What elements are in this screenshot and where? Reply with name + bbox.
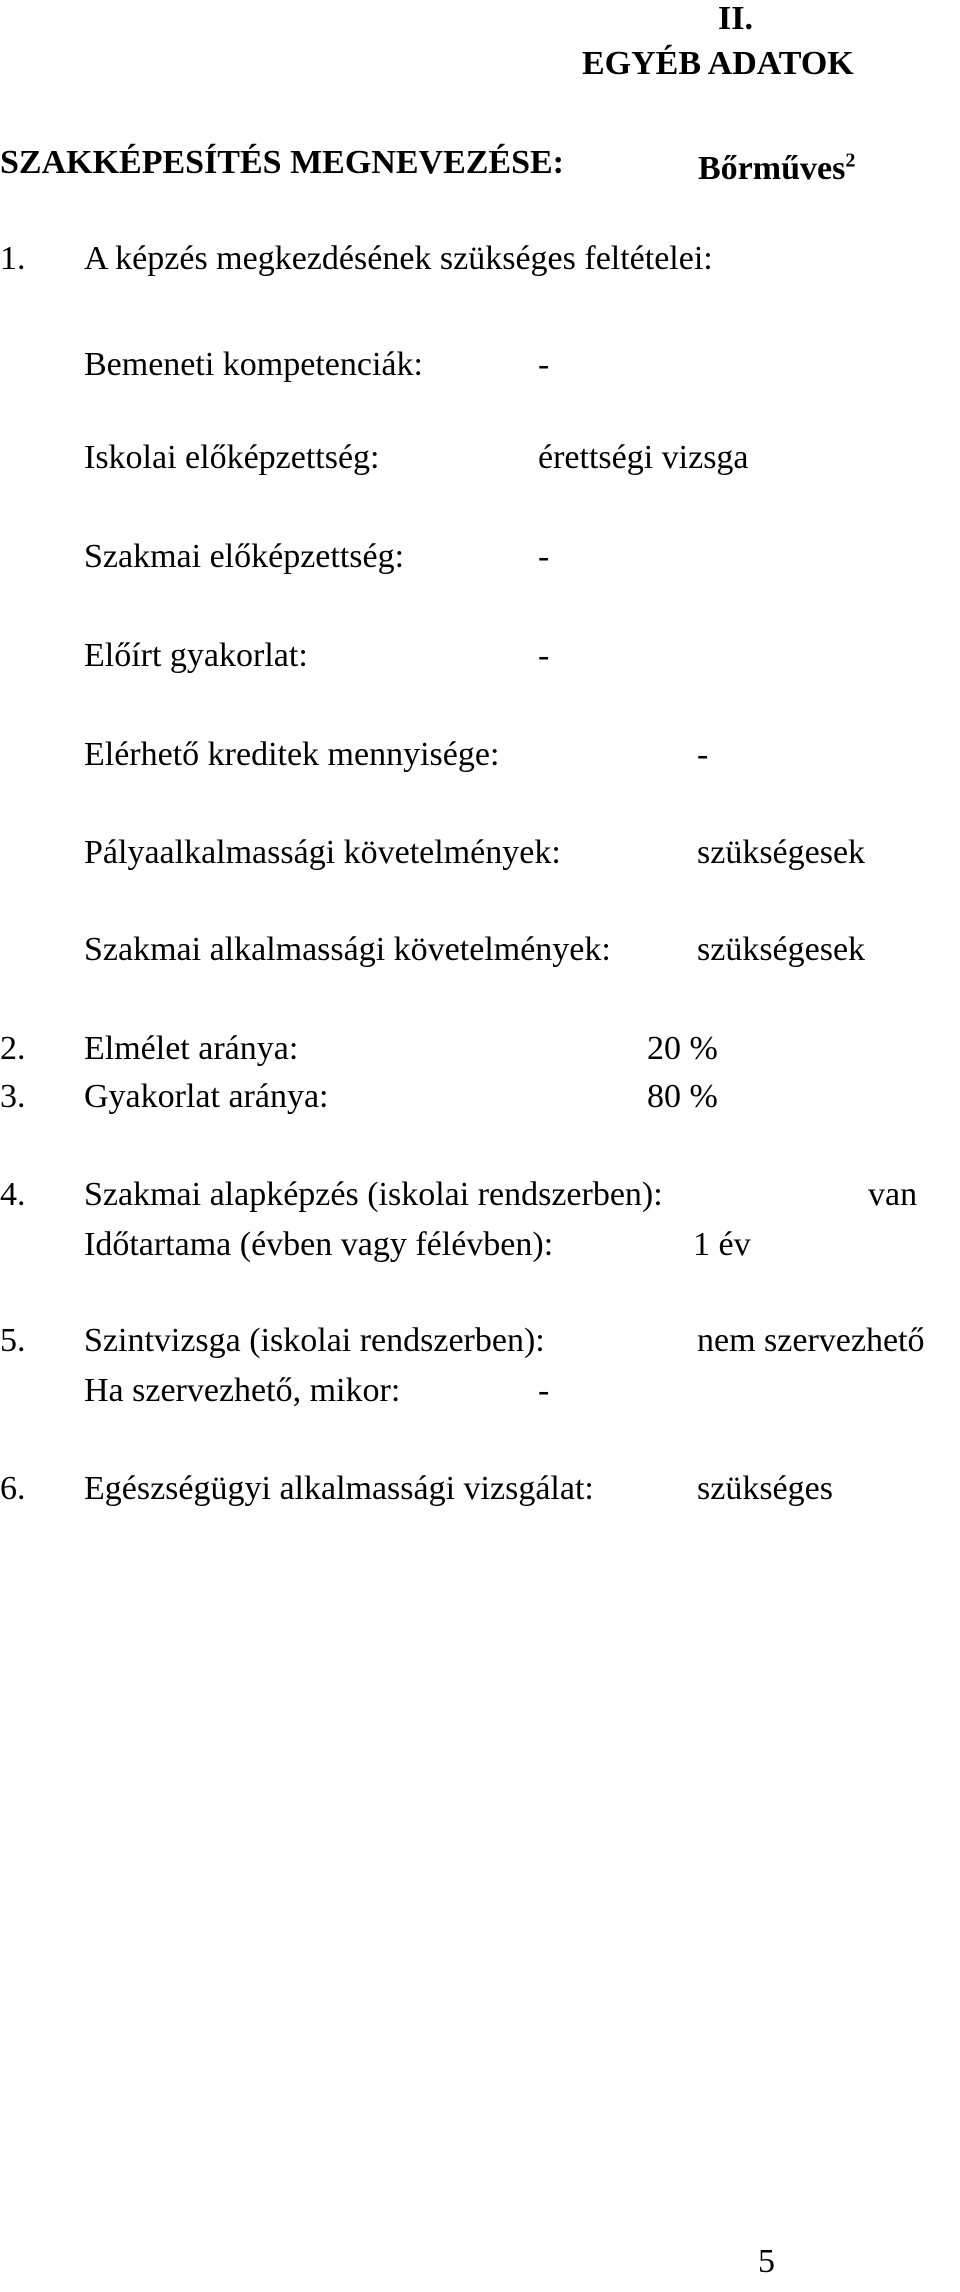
- section4-label: Szakmai alapképzés (iskolai rendszerben):: [84, 1176, 663, 1213]
- section2-label: Elmélet aránya:: [84, 1030, 299, 1067]
- section4-sub-value: 1 év: [693, 1226, 751, 1263]
- item-label: Szakmai alkalmassági követelmények:: [84, 931, 611, 968]
- section5-sub-value: -: [538, 1372, 550, 1409]
- item-label: Előírt gyakorlat:: [84, 637, 308, 674]
- item-label: Bemeneti kompetenciák:: [84, 346, 423, 383]
- qualification-label: SZAKKÉPESÍTÉS MEGNEVEZÉSE:: [0, 144, 565, 181]
- section5-sub-label: Ha szervezhető, mikor:: [84, 1372, 401, 1409]
- footnote-marker: 2: [845, 149, 856, 172]
- item-label: Elérhető kreditek mennyisége:: [84, 736, 500, 773]
- section2-value: 20 %: [647, 1030, 718, 1067]
- section-number: II.: [718, 0, 753, 37]
- item-value: -: [538, 637, 550, 674]
- item-value: érettségi vizsga: [538, 439, 749, 476]
- section6-label: Egészségügyi alkalmassági vizsgálat:: [84, 1470, 594, 1507]
- item-value: szükségesek: [697, 834, 866, 871]
- qualification-value: [698, 149, 856, 187]
- item-value: -: [538, 346, 550, 383]
- item-value: -: [538, 538, 550, 575]
- qualification-name: Bőrműves: [698, 150, 846, 187]
- section4-sub-label: Időtartama (évben vagy félévben):: [84, 1226, 554, 1263]
- item-label: Iskolai előképzettség:: [84, 439, 380, 476]
- section3-value: 80 %: [647, 1078, 718, 1115]
- item-value: szükségesek: [697, 931, 866, 968]
- page-number: 5: [758, 2243, 775, 2280]
- section4-number: 4.: [0, 1176, 26, 1213]
- section1-number: 1.: [0, 240, 26, 277]
- item-label: Szakmai előképzettség:: [84, 538, 405, 575]
- item-label: Pályaalkalmassági követelmények:: [84, 834, 561, 871]
- section-title: EGYÉB ADATOK: [582, 45, 854, 82]
- section6-number: 6.: [0, 1470, 26, 1507]
- section5-number: 5.: [0, 1322, 26, 1359]
- section3-label: Gyakorlat aránya:: [84, 1078, 329, 1115]
- section2-number: 2.: [0, 1030, 26, 1067]
- section4-value: van: [868, 1176, 918, 1213]
- section5-value: nem szervezhető: [697, 1322, 925, 1359]
- section5-label: Szintvizsga (iskolai rendszerben):: [84, 1322, 545, 1359]
- section1-title: A képzés megkezdésének szükséges feltételei:: [84, 240, 713, 277]
- section6-value: szükséges: [697, 1470, 833, 1507]
- section3-number: 3.: [0, 1078, 26, 1115]
- item-value: -: [697, 736, 709, 773]
